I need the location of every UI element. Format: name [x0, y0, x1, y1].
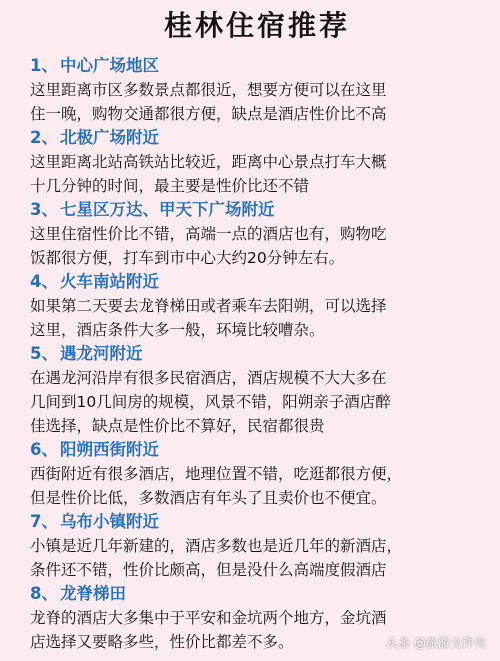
section-body-line: 如果第二天要去龙脊梯田或者乘车去阳朔，可以选择 — [30, 297, 387, 315]
section-heading-text: 龙脊梯田 — [60, 584, 126, 603]
section-body-line: 在遇龙河沿岸有很多民宿酒店，酒店规模不大大多在 — [30, 369, 387, 387]
section-heading — [30, 270, 484, 294]
section-number: 5、 — [30, 344, 58, 363]
section-heading — [30, 342, 484, 366]
section-body-line: 这里距离北站高铁站比较近，距离中心景点打车大概 — [30, 153, 387, 171]
section-heading — [30, 510, 484, 534]
section-heading-text: 阳朔西街附近 — [60, 440, 159, 459]
section-body-line: 饭都很方便，打车到市中心大约20分钟左右。 — [30, 249, 345, 267]
section-body-line: 但是性价比低，多数酒店有年头了且卖价也不便宜。 — [30, 489, 387, 507]
section-1 — [30, 54, 484, 126]
section-heading — [30, 126, 484, 150]
section-number: 1、 — [30, 56, 58, 75]
section-body-line: 佳选择，缺点是性价比不算好，民宿都很贵 — [30, 417, 325, 435]
section-2 — [30, 126, 484, 198]
section-number: 6、 — [30, 440, 58, 459]
section-heading-text: 北极广场附近 — [60, 128, 159, 147]
section-body-line: 西街附近有很多酒店，地理位置不错，吃逛都很方便， — [30, 465, 403, 483]
section-heading-text: 遇龙河附近 — [60, 344, 143, 363]
section-6 — [30, 438, 484, 510]
section-heading-text: 七星区万达、甲天下广场附近 — [60, 200, 275, 219]
section-body-line: 龙脊的酒店大多集中于平安和金坑两个地方，金坑酒 — [30, 609, 387, 627]
section-number: 3、 — [30, 200, 58, 219]
section-5 — [30, 342, 484, 438]
section-body-line: 十几分钟的时间，最主要是性价比还不错 — [30, 177, 310, 195]
section-number: 8、 — [30, 584, 58, 603]
sections-container — [30, 54, 484, 654]
section-heading-text: 中心广场地区 — [60, 56, 159, 75]
section-body-line: 住一晚，购物交通都很方便，缺点是酒店性价比不高 — [30, 105, 387, 123]
section-number: 2、 — [30, 128, 58, 147]
section-heading — [30, 582, 484, 606]
section-body-line: 这里住宿性价比不错，高端一点的酒店也有，购物吃 — [30, 225, 387, 243]
section-body-line: 这里，酒店条件大多一般，环境比较嘈杂。 — [30, 321, 325, 339]
section-heading-text: 火车南站附近 — [60, 272, 159, 291]
section-number: 4、 — [30, 272, 58, 291]
section-body-line: 这里距离市区多数景点都很近，想要方便可以在这里 — [30, 81, 387, 99]
section-4 — [30, 270, 484, 342]
section-body-line: 几间到10几间房的规模，风景不错，阳朔亲子酒店醉 — [30, 393, 391, 411]
section-heading-text: 乌布小镇附近 — [60, 512, 159, 531]
section-7 — [30, 510, 484, 582]
section-body-line: 小镇是近几年新建的，酒店多数也是近几年的新酒店， — [30, 537, 403, 555]
section-number: 7、 — [30, 512, 58, 531]
section-body-line: 店选择又要略多些，性价比都差不多。 — [30, 633, 294, 651]
page-title: 桂林住宿推荐 — [163, 9, 350, 42]
section-body-line: 条件还不错，性价比颇高，但是没什么高端度假酒店 — [30, 561, 387, 579]
watermark-text: 头条 @旅游文件夹 — [386, 636, 486, 650]
section-heading — [30, 54, 484, 78]
section-heading — [30, 198, 484, 222]
section-heading — [30, 438, 484, 462]
section-3 — [30, 198, 484, 270]
watermark — [386, 634, 486, 651]
